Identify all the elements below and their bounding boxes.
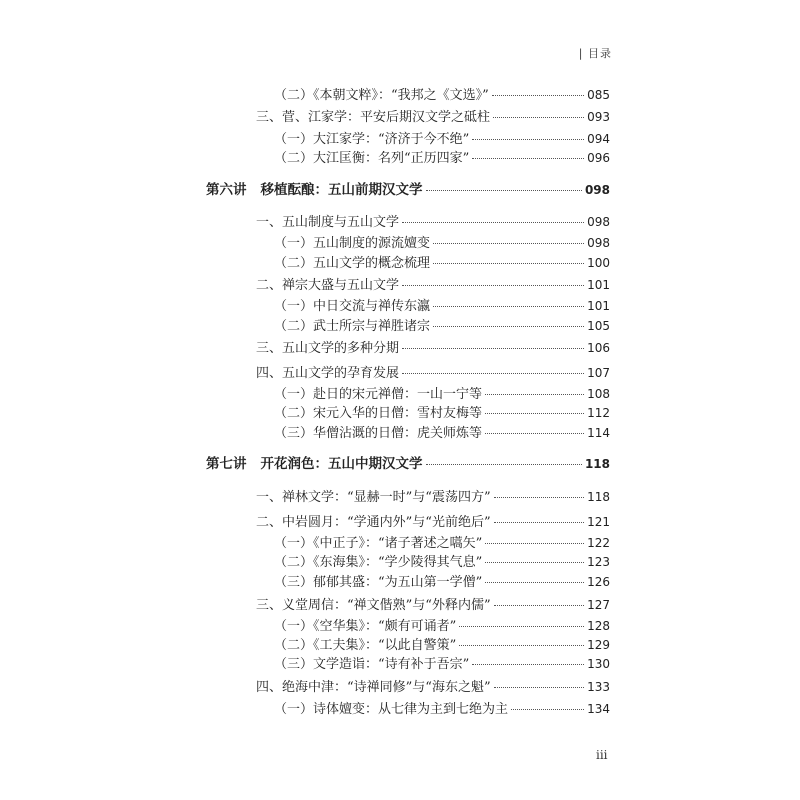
page-number: iii bbox=[596, 748, 608, 762]
toc-entry-page: 098 bbox=[584, 183, 610, 197]
chapter-number: 第七讲 bbox=[206, 456, 247, 472]
toc-entry-title: 二、中岩圆月：“学通内外”与“光前绝后” bbox=[256, 515, 491, 530]
toc-entry-page: 134 bbox=[587, 702, 610, 716]
toc-entry bbox=[274, 656, 610, 673]
toc-entry-title: （二）《本朝文粹》：“我邦之《文选》” bbox=[274, 88, 489, 103]
leader-dots bbox=[402, 221, 584, 223]
toc-entry-page: 133 bbox=[587, 680, 610, 694]
leader-dots bbox=[459, 625, 584, 627]
leader-dots bbox=[472, 138, 584, 140]
toc-entry-page: 098 bbox=[587, 236, 610, 250]
toc-entry-page: 085 bbox=[587, 88, 610, 102]
leader-dots bbox=[485, 542, 584, 544]
toc-entry-title: （二）《工夫集》：“以此自警策” bbox=[274, 638, 457, 653]
toc-entry-page: 122 bbox=[587, 536, 610, 550]
toc-entry-page: 098 bbox=[587, 215, 610, 229]
toc-entry bbox=[274, 235, 610, 252]
toc-entry-title: （三）郁郁其盛：“为五山第一学僧” bbox=[274, 575, 483, 590]
toc-entry-page: 094 bbox=[587, 132, 610, 146]
toc-entry bbox=[274, 574, 610, 591]
toc-entry-title: （一）赴日的宋元禅僧：一山一宁等 bbox=[274, 387, 483, 402]
chapter-entry bbox=[206, 456, 610, 472]
toc-entry-title: （一）《中正子》：“诸子著述之嚆矢” bbox=[274, 536, 483, 551]
leader-dots bbox=[485, 561, 584, 563]
toc-entry-page: 118 bbox=[584, 457, 610, 471]
toc-entry-title: 三、义堂周信：“禅文偕熟”与“外释内儒” bbox=[256, 598, 491, 613]
chapter-title: 移植酝酿：五山前期汉文学 bbox=[260, 182, 423, 198]
toc-entry-title: 四、五山文学的孕育发展 bbox=[256, 366, 400, 381]
chapter-number: 第六讲 bbox=[206, 182, 247, 198]
toc-entry bbox=[274, 298, 610, 315]
toc-entry-page: 127 bbox=[587, 598, 610, 612]
toc-entry-title: （一）大江家学：“济济于今不绝” bbox=[274, 132, 470, 147]
toc-entry-title: （一）五山制度的源流嬗变 bbox=[274, 236, 431, 251]
leader-dots bbox=[511, 708, 584, 710]
leader-dots bbox=[459, 644, 584, 646]
toc-entry bbox=[256, 109, 610, 126]
toc-entry-title: 三、五山文学的多种分期 bbox=[256, 341, 400, 356]
toc-entry-title: （二）武士所宗与禅胜诸宗 bbox=[274, 319, 431, 334]
toc-entry-page: 105 bbox=[587, 319, 610, 333]
toc-entry bbox=[274, 150, 610, 167]
leader-dots bbox=[433, 305, 584, 307]
toc-entry bbox=[256, 277, 610, 294]
toc-entry-title: （二）宋元入华的日僧：雪村友梅等 bbox=[274, 406, 483, 421]
toc-entry bbox=[256, 597, 610, 614]
toc-entry-title: 三、菅、江家学：平安后期汉文学之砥柱 bbox=[256, 110, 491, 125]
toc-entry-page: 101 bbox=[587, 278, 610, 292]
toc-entry-page: 118 bbox=[587, 490, 610, 504]
toc-entry-title: （二）五山文学的概念梳理 bbox=[274, 256, 431, 271]
toc-entry-page: 123 bbox=[587, 555, 610, 569]
toc-entry-page: 128 bbox=[587, 619, 610, 633]
leader-dots bbox=[492, 94, 584, 96]
leader-dots bbox=[494, 604, 585, 606]
toc-entry-page: 130 bbox=[587, 657, 610, 671]
leader-dots bbox=[433, 325, 584, 327]
toc-entry-title: （二）大江匡衡：名列“正历四家” bbox=[274, 151, 470, 166]
toc-entry-page: 101 bbox=[587, 299, 610, 313]
toc-entry-page: 126 bbox=[587, 575, 610, 589]
toc-entry-title: 四、绝海中津：“诗禅同修”与“海东之魁” bbox=[256, 680, 491, 695]
leader-dots bbox=[426, 463, 582, 465]
toc-entry bbox=[256, 489, 610, 506]
leader-dots bbox=[402, 284, 584, 286]
toc-entry-title: （三）华僧沾溉的日僧：虎关师炼等 bbox=[274, 426, 483, 441]
leader-dots bbox=[494, 496, 585, 498]
leader-dots bbox=[485, 432, 584, 434]
running-head: | 目录 bbox=[578, 47, 612, 60]
toc-entry-page: 121 bbox=[587, 515, 610, 529]
toc-entry-page: 106 bbox=[587, 341, 610, 355]
toc-entry-page: 093 bbox=[587, 110, 610, 124]
chapter-title: 开花润色：五山中期汉文学 bbox=[260, 456, 423, 472]
toc-entry-page: 112 bbox=[587, 406, 610, 420]
toc-entry bbox=[274, 405, 610, 422]
toc-entry bbox=[274, 318, 610, 335]
toc-entry bbox=[274, 701, 610, 718]
toc-entry-title: 一、五山制度与五山文学 bbox=[256, 215, 400, 230]
leader-dots bbox=[485, 393, 584, 395]
leader-dots bbox=[402, 372, 584, 374]
toc-entry bbox=[274, 618, 610, 635]
leader-dots bbox=[494, 686, 585, 688]
toc-entry bbox=[274, 131, 610, 148]
toc-entry-page: 096 bbox=[587, 151, 610, 165]
toc-entry-page: 100 bbox=[587, 256, 610, 270]
leader-dots bbox=[402, 347, 584, 349]
toc-entry bbox=[274, 637, 610, 654]
toc-entry-title: （一）中日交流与禅传东瀛 bbox=[274, 299, 431, 314]
toc-entry bbox=[274, 535, 610, 552]
toc-entry-title: 二、禅宗大盛与五山文学 bbox=[256, 278, 400, 293]
toc-entry bbox=[274, 386, 610, 403]
toc-entry bbox=[256, 365, 610, 382]
toc-entry-title: （一）《空华集》：“颇有可诵者” bbox=[274, 619, 457, 634]
toc-entry-page: 108 bbox=[587, 387, 610, 401]
toc-entry bbox=[274, 87, 610, 104]
toc-entry-page: 114 bbox=[587, 426, 610, 440]
leader-dots bbox=[493, 116, 584, 118]
toc-entry-page: 129 bbox=[587, 638, 610, 652]
toc-entry bbox=[256, 679, 610, 696]
toc-entry-title: （三）文学造诣：“诗有补于吾宗” bbox=[274, 657, 470, 672]
leader-dots bbox=[433, 262, 584, 264]
toc-entry bbox=[256, 214, 610, 231]
toc-entry bbox=[274, 425, 610, 442]
toc-entry-title: 一、禅林文学：“显赫一时”与“震荡四方” bbox=[256, 490, 491, 505]
leader-dots bbox=[485, 581, 584, 583]
leader-dots bbox=[494, 521, 585, 523]
toc-entry bbox=[256, 514, 610, 531]
leader-dots bbox=[426, 189, 582, 191]
toc-entry bbox=[274, 554, 610, 571]
leader-dots bbox=[485, 412, 584, 414]
leader-dots bbox=[433, 242, 584, 244]
toc-entry-page: 107 bbox=[587, 366, 610, 380]
toc-entry bbox=[256, 340, 610, 357]
chapter-entry bbox=[206, 182, 610, 198]
leader-dots bbox=[472, 157, 584, 159]
toc-entry bbox=[274, 255, 610, 272]
leader-dots bbox=[472, 663, 584, 665]
toc-entry-title: （一）诗体嬗变：从七律为主到七绝为主 bbox=[274, 702, 509, 717]
toc-entry-title: （二）《东海集》：“学少陵得其气息” bbox=[274, 555, 483, 570]
